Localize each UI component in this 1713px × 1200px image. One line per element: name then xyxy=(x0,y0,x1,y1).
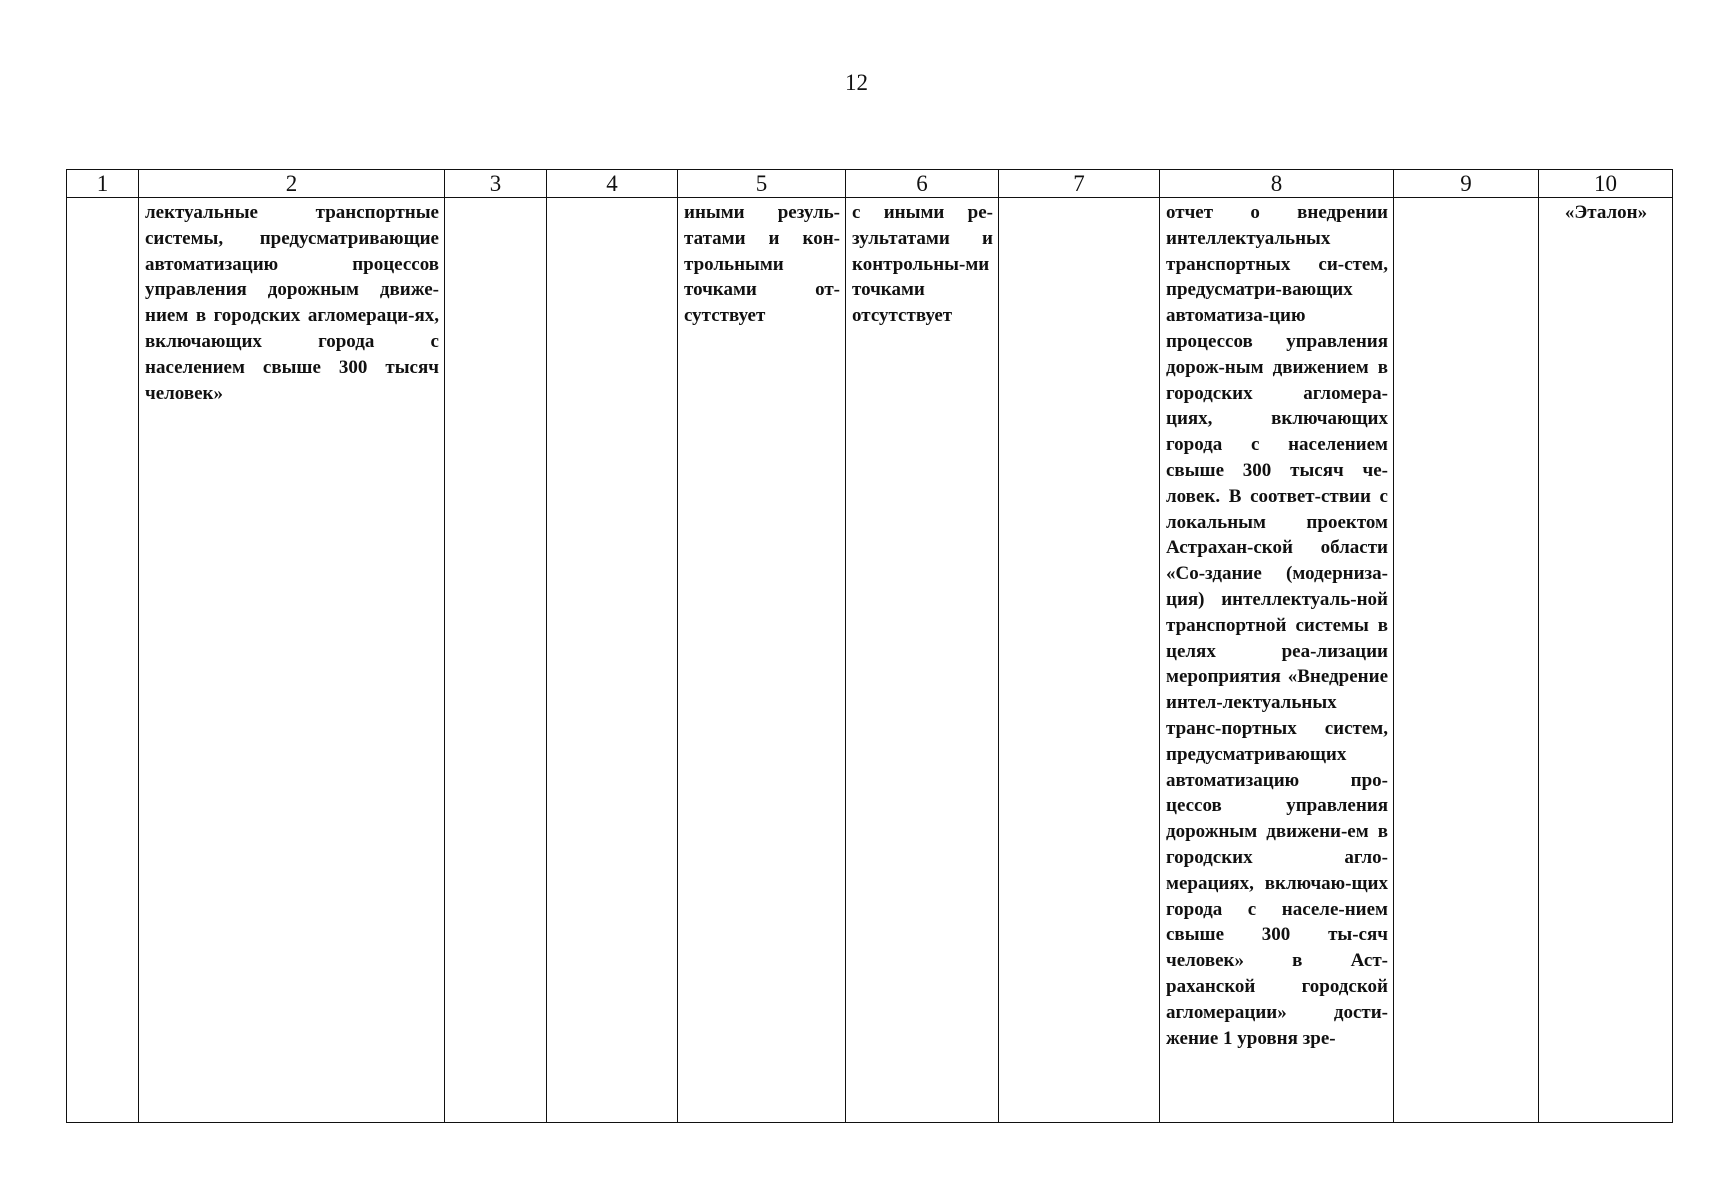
cell-col-10: «Эталон» xyxy=(1539,198,1673,1123)
header-row xyxy=(67,170,1673,198)
cell-col-8: отчет о внедрении интеллектуальных транспортных си-стем, предусматри-вающих автоматиза-цию процессов управления дорож-ным движением в городских агломера-циях, включающих города с населением свыше 300 тысяч че-ловек. В соответ-ствии с локальным проектом Астрахан-ской области «Со-здание (модерниза-ция) интеллектуаль-ной транспортной системы в целях реа-лизации мероприятия «Внедрение интел-лектуальных транс-портных систем, предусматривающих автоматизацию про-цессов управления дорожным движени-ем в городских агло-мерациях, включаю-щих города с населе-нием свыше 300 ты-сяч человек» в Аст-раханской городской агломерации» дости-жение 1 уровня зре- xyxy=(1160,198,1394,1123)
cell-col-5: иными резуль-татами и кон-трольными точками от-сутствует xyxy=(678,198,846,1123)
col-header-8: 8 xyxy=(1160,170,1394,198)
col-header-1: 1 xyxy=(67,170,139,198)
cell-col-4 xyxy=(547,198,678,1123)
col-header-4: 4 xyxy=(547,170,678,198)
cell-col-9 xyxy=(1394,198,1539,1123)
col-header-6: 6 xyxy=(846,170,999,198)
col-header-3: 3 xyxy=(445,170,547,198)
cell-col-1 xyxy=(67,198,139,1123)
col-header-2: 2 xyxy=(139,170,445,198)
cell-col-2: лектуальные транспортные системы, предусматривающие автоматизацию процессов управления дорожным движе-нием в городских агломераци-ях, включающих города с населением свыше 300 тысяч человек» xyxy=(139,198,445,1123)
report-table xyxy=(66,169,1673,1123)
col-header-9: 9 xyxy=(1394,170,1539,198)
page-number: 12 xyxy=(845,70,868,95)
cell-col-6: с иными ре-зультатами и контрольны-ми точками отсутствует xyxy=(846,198,999,1123)
cell-col-3 xyxy=(445,198,547,1123)
col-header-10: 10 xyxy=(1539,170,1673,198)
cell-col-7 xyxy=(999,198,1160,1123)
col-header-5: 5 xyxy=(678,170,846,198)
table-row xyxy=(67,198,1673,1123)
col-header-7: 7 xyxy=(999,170,1160,198)
